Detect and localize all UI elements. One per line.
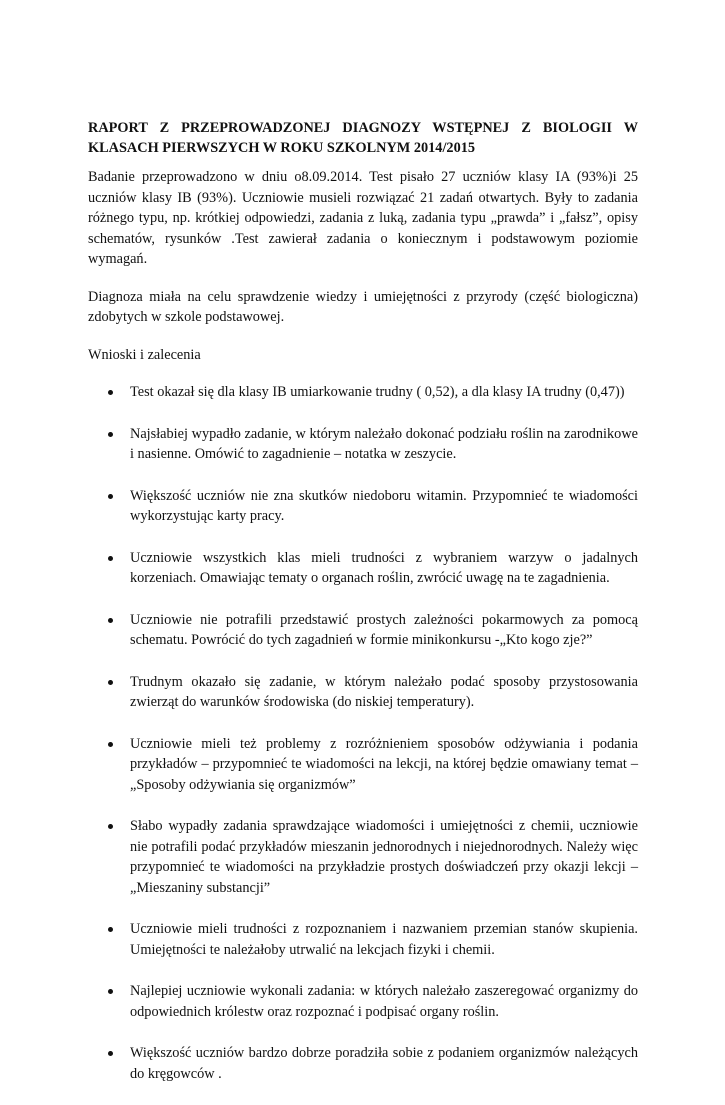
bullet-icon: [108, 390, 113, 395]
conclusions-heading: Wnioski i zalecenia: [88, 346, 201, 363]
conclusion-text: Trudnym okazało się zadanie, w którym należało podać sposoby przystosowania zwierząt do warunków środowiska (do niskiej temperatury).: [130, 673, 638, 710]
bullet-icon: [108, 989, 113, 994]
conclusion-item: [88, 548, 638, 589]
conclusion-item: [88, 981, 638, 1022]
report-title: RAPORT Z PRZEPROWADZONEJ DIAGNOZY WSTĘPNEJ Z BIOLOGII W KLASACH PIERWSZYCH W ROKU SZKOLNYM 2014/2015: [88, 120, 638, 156]
bullet-icon: [108, 618, 113, 623]
intro-paragraph: Badanie przeprowadzono w dniu o8.09.2014. Test pisało 27 uczniów klasy IA (93%)i 25 uczniów klasy IB (93%). Uczniowie musieli rozwiązać 21 zadań otwartych. Były to zadania różnego typu, np. krótkiej odpowiedzi, zadania z luką, zadania typu „prawda” i „fałsz”, opisy schematów, rysunków .Test zawierał zadania o koniecznym i podstawowym poziomie wymagań.: [88, 169, 638, 267]
conclusion-text: Najsłabiej wypadło zadanie, w którym należało dokonać podziału roślin na zarodnikowe i nasienne. Omówić to zagadnienie – notatka w zeszycie.: [130, 425, 638, 462]
conclusion-text: Uczniowie wszystkich klas mieli trudności z wybraniem warzyw o jadalnych korzeniach. Omawiając tematy o organach roślin, zwrócić uwagę na te zagadnienia.: [130, 549, 638, 586]
conclusion-text: Najlepiej uczniowie wykonali zadania: w których należało zaszeregować organizmy do odpowiednich królestw oraz rozpoznać i podpisać organy roślin.: [130, 983, 638, 1020]
conclusion-item: [88, 424, 638, 465]
conclusion-text: Uczniowie nie potrafili przedstawić prostych zależności pokarmowych za pomocą schematu. Powrócić do tych zagadnień w formie minikonkursu -„Kto kogo zje?”: [130, 611, 638, 648]
conclusion-text: Uczniowie mieli też problemy z rozróżnieniem sposobów odżywiania i podania przykładów – przypomnieć te wiadomości na lekcji, na której będzie omawiany temat – „Sposoby odżywiania się organizmów”: [130, 735, 638, 793]
conclusion-item: [88, 1043, 638, 1084]
conclusion-item: [88, 486, 638, 527]
conclusion-text: Większość uczniów nie zna skutków niedoboru witamin. Przypomnieć te wiadomości wykorzystując karty pracy.: [130, 487, 638, 524]
document-page: [88, 118, 638, 1105]
bullet-icon: [108, 556, 113, 561]
conclusion-text: Większość uczniów bardzo dobrze poradziła sobie z podaniem organizmów należących do kręgowców .: [130, 1045, 638, 1082]
bullet-icon: [108, 680, 113, 685]
conclusion-text: Test okazał się dla klasy IB umiarkowanie trudny ( 0,52), a dla klasy IA trudny (0,47)): [130, 384, 625, 400]
conclusions-list: [88, 382, 638, 1084]
bullet-icon: [108, 1051, 113, 1056]
bullet-icon: [108, 494, 113, 499]
conclusion-item: [88, 816, 638, 898]
bullet-icon: [108, 927, 113, 932]
conclusion-item: [88, 919, 638, 960]
conclusion-item: [88, 734, 638, 796]
conclusion-text: Uczniowie mieli trudności z rozpoznaniem i nazwaniem przemian stanów skupienia. Umiejętności te należałoby utrwalić na lekcjach fizyki i chemii.: [130, 921, 638, 958]
conclusion-item: [88, 610, 638, 651]
conclusion-item: [88, 382, 638, 403]
conclusion-item: [88, 672, 638, 713]
bullet-icon: [108, 742, 113, 747]
bullet-icon: [108, 824, 113, 829]
goal-paragraph: Diagnoza miała na celu sprawdzenie wiedzy i umiejętności z przyrody (część biologiczna) zdobytych w szkole podstawowej.: [88, 288, 638, 325]
bullet-icon: [108, 432, 113, 437]
conclusion-text: Słabo wypadły zadania sprawdzające wiadomości i umiejętności z chemii, uczniowie nie potrafili podać przykładów mieszanin jednorodnych i niejednorodnych. Należy więc przypomnieć te wiadomości na przykładzie prostych doświadczeń przy okazji lekcji – „Mieszaniny substancji”: [130, 818, 638, 896]
